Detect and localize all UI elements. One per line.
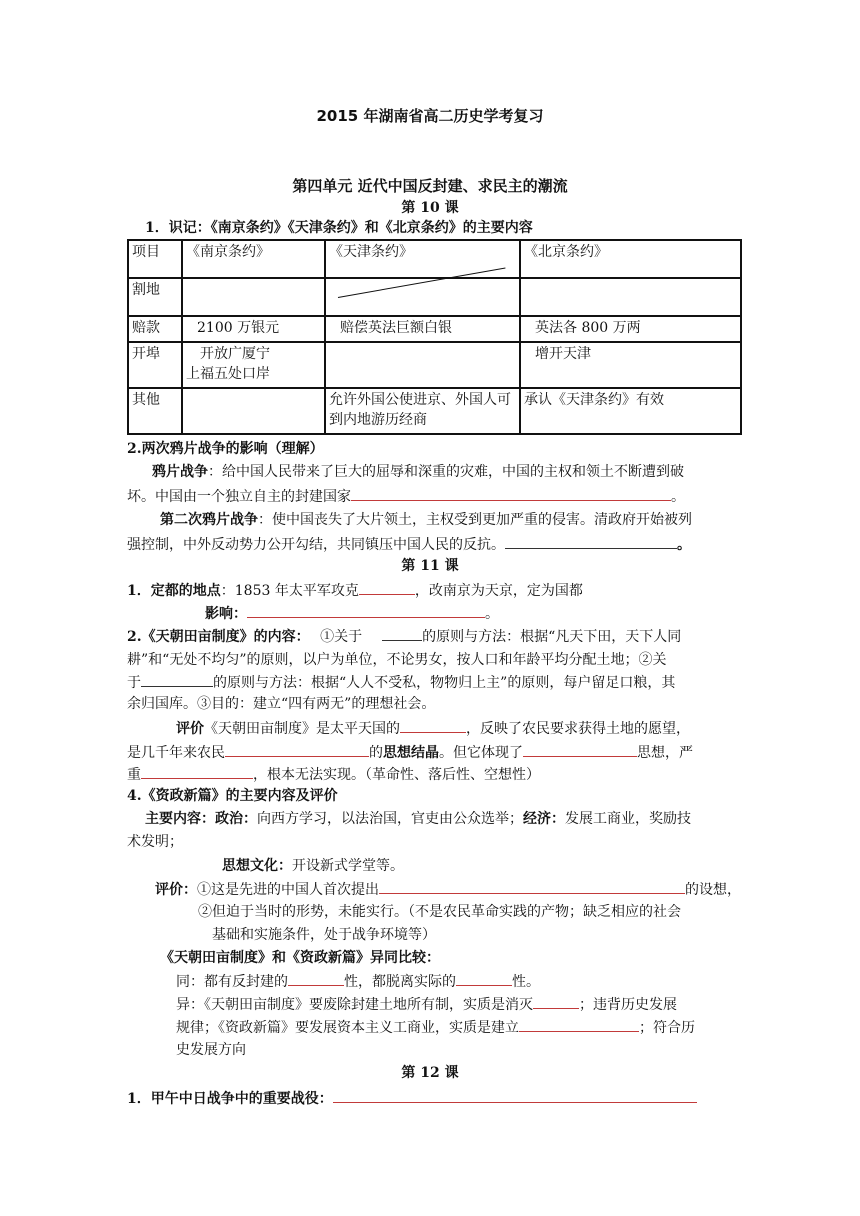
table-row-label: 割地 xyxy=(128,278,182,316)
second-opium-war-text: ：使中国丧失了大片领土，主权受到更加严重的侵害。清政府开始被列 xyxy=(258,512,692,528)
table-row-label: 开埠 xyxy=(128,342,182,388)
zizheng-title: 4.《资政新篇》的主要内容及评价 xyxy=(127,788,338,804)
land-system-line3 xyxy=(127,672,675,693)
table-cell xyxy=(520,278,741,316)
answer-blank[interactable] xyxy=(533,994,579,1009)
zizheng-eval-line3: 基础和实施条件，处于战争环境等） xyxy=(212,927,436,943)
battle-question: 1．甲午中日战争中的重要战役： xyxy=(127,1091,333,1107)
answer-blank[interactable] xyxy=(519,1017,639,1032)
answer-blank[interactable] xyxy=(359,580,415,595)
paragraph-second-opium-war xyxy=(160,510,692,530)
answer-blank[interactable] xyxy=(288,971,344,986)
table-cell: 赔偿英法巨额白银 xyxy=(325,316,520,342)
main-content-label: 主要内容：政治： xyxy=(145,811,257,827)
answer-blank[interactable] xyxy=(225,742,369,757)
answer-blank[interactable] xyxy=(141,764,253,779)
table-row-label: 赔款 xyxy=(128,316,182,342)
zizheng-content-line1 xyxy=(145,809,691,829)
cell-line: 到内地游历经商 xyxy=(329,412,427,428)
land-system-line2: 耕”和“无处不均匀”的原则，以户为单位，不论男女，按人口和年龄平均分配土地；②关 xyxy=(127,652,667,668)
table-row xyxy=(128,316,741,342)
land-system-title: 2.《天朝田亩制度》的内容： xyxy=(127,629,310,645)
comparison-text: 规律；《资政新篇》要发展资本主义工商业，实质是建立 xyxy=(176,1020,519,1036)
evaluation-text: 思想，严 xyxy=(637,745,693,761)
land-system-line1 xyxy=(127,626,681,647)
cell-line: 允许外国公使进京、外国人可 xyxy=(329,392,511,408)
table-cell xyxy=(182,388,325,434)
comparison-text: 同：都有反封建的 xyxy=(176,974,288,990)
capital-effect-line xyxy=(205,603,499,624)
paragraph-second-opium-war-line2 xyxy=(127,534,691,555)
land-system-text: ①关于 xyxy=(320,629,363,645)
table-cell: 增开天津 xyxy=(520,342,741,388)
comparison-same xyxy=(176,971,540,992)
period: 。 xyxy=(485,606,499,622)
paragraph-opium-war-line2 xyxy=(127,486,685,507)
capital-location-line xyxy=(127,580,583,601)
lesson-11-title: 第 11 课 xyxy=(401,558,459,574)
answer-blank[interactable] xyxy=(456,971,512,986)
lesson-10-question-1: 1．识记：《南京条约》《天津条约》和《北京条约》的主要内容 xyxy=(145,220,533,236)
table-row xyxy=(128,388,741,434)
table-header-cell: 《天津条约》 xyxy=(325,240,520,278)
evaluation-line2 xyxy=(127,742,693,763)
answer-blank[interactable] xyxy=(333,1088,697,1103)
period: 。 xyxy=(671,489,685,505)
evaluation-text: 的 xyxy=(369,745,383,761)
table-row xyxy=(128,342,741,388)
zizheng-content-line2: 术发明； xyxy=(127,834,183,850)
answer-blank[interactable] xyxy=(400,718,466,733)
capital-location-label: 1．定都的地点 xyxy=(127,583,221,599)
lesson-10-title: 第 10 课 xyxy=(401,200,459,216)
table-cell xyxy=(325,388,520,434)
answer-blank[interactable] xyxy=(141,672,213,687)
opium-war-label: 鸦片战争 xyxy=(152,464,208,480)
cell-line: 开放广厦宁 xyxy=(200,346,270,362)
land-system-line4: 余归国库。③目的：建立“四有两无”的理想社会。 xyxy=(127,696,436,712)
answer-blank[interactable] xyxy=(382,626,422,641)
unit-title: 第四单元 近代中国反封建、求民主的潮流 xyxy=(292,177,568,195)
evaluation-text: 重 xyxy=(127,767,141,783)
lesson-12-question-1 xyxy=(127,1088,697,1109)
culture-text: 开设新式学堂等。 xyxy=(292,858,404,874)
evaluation-line1 xyxy=(176,718,690,739)
treaty-table xyxy=(127,239,742,435)
cell-line: 上福五处口岸 xyxy=(186,366,270,382)
evaluation-text: ，反映了农民要求获得土地的愿望， xyxy=(466,721,690,737)
land-system-text: 于 xyxy=(127,675,141,691)
table-row-label: 其他 xyxy=(128,388,182,434)
answer-blank[interactable] xyxy=(505,534,677,549)
evaluation-text: ，根本无法实现。（革命性、落后性、空想性） xyxy=(253,767,540,783)
table-cell: 英法各 800 万两 xyxy=(520,316,741,342)
comparison-text: 异：《天朝田亩制度》要废除封建土地所有制，实质是消灭 xyxy=(176,997,533,1013)
lesson-12-title: 第 12 课 xyxy=(401,1065,459,1081)
table-header-cell: 《南京条约》 xyxy=(182,240,325,278)
evaluation-text: 《天朝田亩制度》是太平天国的 xyxy=(204,721,400,737)
table-header-cell: 《北京条约》 xyxy=(520,240,741,278)
economy-text: 发展工商业，奖励技 xyxy=(565,811,691,827)
table-cell xyxy=(182,278,325,316)
table-header-cell: 项目 xyxy=(128,240,182,278)
opium-war-text: ：给中国人民带来了巨大的屈辱和深重的灾难，中国的主权和领土不断遭到破 xyxy=(208,464,684,480)
zizheng-eval-label: 评价： xyxy=(155,882,197,898)
comparison-text: ；符合历 xyxy=(639,1020,695,1036)
evaluation-text: 。但它体现了 xyxy=(439,745,523,761)
table-row xyxy=(128,278,741,316)
culture-label: 思想文化： xyxy=(222,858,292,874)
main-content-text: 向西方学习，以法治国，官吏由公众选举； xyxy=(257,811,523,827)
effect-label: 影响： xyxy=(205,606,247,622)
answer-blank[interactable] xyxy=(351,486,671,501)
zizheng-eval-line2: ②但迫于当时的形势，未能实行。（不是农民革命实践的产物；缺乏相应的社会 xyxy=(198,904,681,920)
document-title: 2015 年湖南省高二历史学考复习 xyxy=(316,107,544,125)
land-system-text: 的原则与方法：根据“凡天下田，天下人同 xyxy=(422,629,682,645)
evaluation-label: 评价 xyxy=(176,721,204,737)
comparison-diff-line1 xyxy=(176,994,677,1015)
table-cell xyxy=(325,278,520,316)
table-cell: 承认《天津条约》有效 xyxy=(520,388,741,434)
comparison-diff-line3: 史发展方向 xyxy=(176,1042,246,1058)
zizheng-eval-line1 xyxy=(155,879,741,900)
answer-blank[interactable] xyxy=(523,742,637,757)
thought-crystal-label: 思想结晶 xyxy=(383,745,439,761)
land-system-text: 的原则与方法：根据“人人不受私，物物归上主”的原则，每户留足口粮，其 xyxy=(213,675,676,691)
zizheng-eval-text: ①这是先进的中国人首次提出 xyxy=(197,882,379,898)
economy-label: 经济： xyxy=(523,811,565,827)
evaluation-line3 xyxy=(127,764,540,785)
comparison-text: 性。 xyxy=(512,974,540,990)
comparison-text: 性，都脱离实际的 xyxy=(344,974,456,990)
capital-location-text: ：1853 年太平军攻克 xyxy=(220,583,359,599)
second-opium-war-label: 第二次鸦片战争 xyxy=(160,512,258,528)
zizheng-culture-line xyxy=(222,856,404,876)
opium-war-text-line2: 坏。中国由一个独立自主的封建国家 xyxy=(127,489,351,505)
answer-blank[interactable] xyxy=(247,603,485,618)
capital-location-after: ，改南京为天京，定为国都 xyxy=(414,583,583,599)
second-opium-war-text-line2: 强控制，中外反动势力公开勾结，共同镇压中国人民的反抗。 xyxy=(127,537,505,553)
period: 。 xyxy=(677,537,691,553)
zizheng-eval-text: 的设想， xyxy=(685,882,741,898)
comparison-title: 《天朝田亩制度》和《资政新篇》异同比较： xyxy=(160,950,440,966)
table-cell xyxy=(325,342,520,388)
evaluation-text: 是几千年来农民 xyxy=(127,745,225,761)
answer-blank[interactable] xyxy=(379,879,685,894)
comparison-diff-line2 xyxy=(176,1017,695,1038)
table-header-row xyxy=(128,240,741,278)
table-cell xyxy=(182,342,325,388)
table-cell: 2100 万银元 xyxy=(182,316,325,342)
paragraph-opium-war xyxy=(152,462,684,482)
lesson-10-question-2: 2.两次鸦片战争的影响（理解） xyxy=(127,441,324,457)
comparison-text: ；违背历史发展 xyxy=(579,997,677,1013)
